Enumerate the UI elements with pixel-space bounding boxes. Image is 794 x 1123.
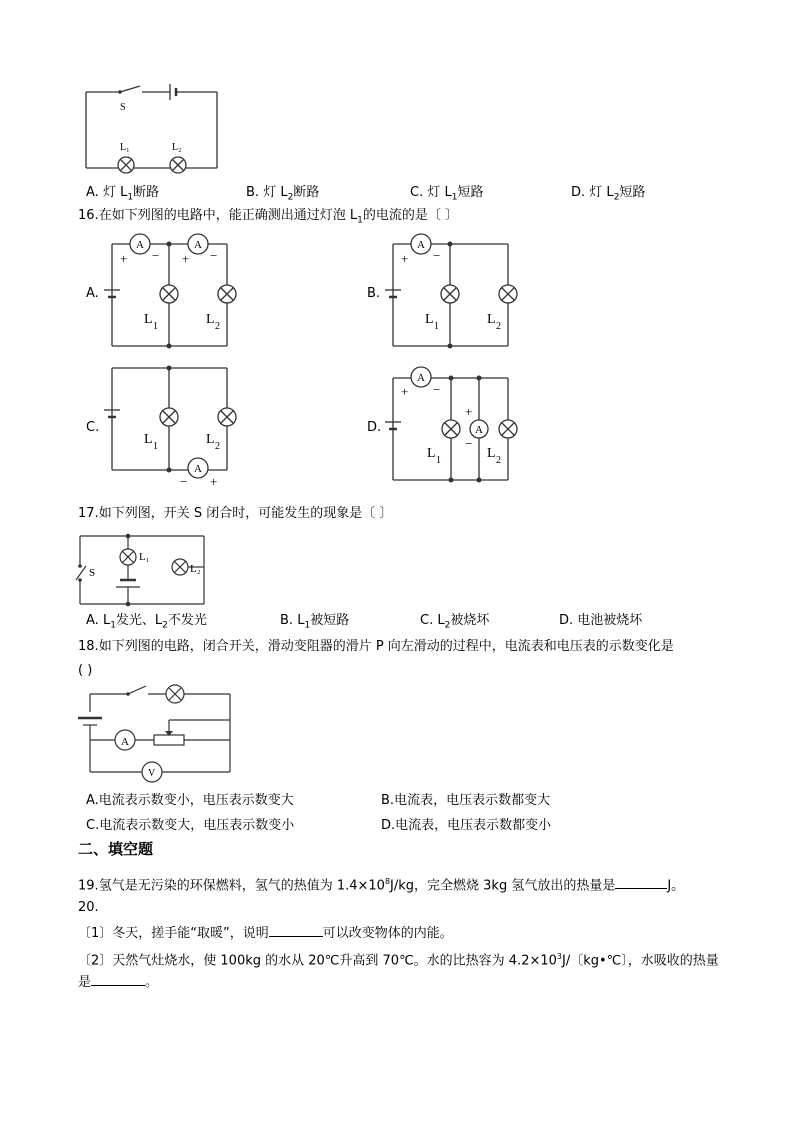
q18-option-a: A.电流表示数变小，电压表示数变大 bbox=[86, 793, 294, 808]
svg-text:L: L bbox=[487, 312, 496, 327]
q16-circuit-c bbox=[100, 360, 250, 490]
svg-text:2: 2 bbox=[215, 321, 220, 332]
svg-text:−: − bbox=[465, 436, 473, 451]
svg-text:+: + bbox=[182, 251, 190, 266]
svg-text:−: − bbox=[210, 248, 218, 263]
q15-lamp2-label: L₂ bbox=[172, 142, 182, 153]
svg-text:A: A bbox=[475, 424, 483, 436]
q16-circuit-d bbox=[381, 360, 531, 490]
q16-label-c: C. bbox=[86, 420, 100, 435]
svg-text:L: L bbox=[206, 312, 215, 327]
svg-text:−: − bbox=[433, 382, 441, 397]
svg-text:L: L bbox=[206, 432, 215, 447]
svg-text:L: L bbox=[144, 312, 153, 327]
svg-text:A: A bbox=[194, 239, 202, 251]
q20-part1: 〔1〕冬天，搓手能“取暖”，说明 可以改变物体的内能。 bbox=[78, 923, 453, 943]
q18-circuit-figure bbox=[72, 682, 242, 787]
q16-circuit-b bbox=[381, 230, 531, 350]
svg-text:−: − bbox=[152, 248, 160, 263]
svg-text:1: 1 bbox=[153, 321, 158, 332]
q16-circuit-a bbox=[100, 230, 250, 350]
q16-label-b: B. bbox=[367, 286, 381, 301]
svg-text:+: + bbox=[120, 251, 128, 266]
q15-circuit-figure bbox=[80, 80, 230, 180]
q17-switch-label: S bbox=[89, 567, 96, 579]
svg-text:+: + bbox=[465, 404, 473, 419]
svg-text:L: L bbox=[144, 432, 153, 447]
q15-option-b: B. 灯 $L_2$断路 bbox=[246, 185, 320, 203]
q17-lamp2-label: L₂ bbox=[190, 563, 201, 575]
q15-option-d: D. 灯 $L_2$短路 bbox=[571, 185, 646, 203]
section-title-fill-blank: 二、填空题 bbox=[78, 840, 154, 858]
svg-text:2: 2 bbox=[496, 455, 501, 466]
q17-lamp1-label: L₁ bbox=[139, 551, 150, 563]
svg-text:A: A bbox=[417, 372, 425, 384]
q17-option-c: C. $L_2$被烧坏 bbox=[420, 613, 490, 631]
svg-text:+: + bbox=[210, 474, 218, 489]
q20-number: 20. bbox=[78, 900, 99, 915]
q15-option-c: C. 灯 $L_1$短路 bbox=[410, 185, 484, 203]
q18-stem-line1: 18.如下列图的电路，闭合开关，滑动变阻器的滑片 P 向左滑动的过程中，电流表和电压表的示数变化是 bbox=[78, 639, 674, 654]
q17-option-d: D. 电池被烧坏 bbox=[559, 613, 643, 628]
q18-stem-line2: ( ) bbox=[78, 663, 93, 678]
svg-text:A: A bbox=[136, 239, 144, 251]
q17-option-b: B. $L_1$被短路 bbox=[280, 613, 350, 631]
q16-label-a: A. bbox=[86, 286, 99, 301]
q19-answer-blank[interactable] bbox=[615, 875, 667, 889]
q20-part2-blank[interactable] bbox=[91, 972, 145, 986]
q18-option-d: D.电流表，电压表示数都变小 bbox=[381, 818, 552, 833]
q20-part1-blank[interactable] bbox=[269, 923, 323, 937]
q17-circuit-figure bbox=[74, 530, 224, 610]
q18-ammeter-label: A bbox=[121, 736, 129, 748]
svg-text:1: 1 bbox=[434, 321, 439, 332]
svg-text:−: − bbox=[180, 474, 188, 489]
q15-option-a: A. 灯 $L_1$断路 bbox=[86, 185, 160, 203]
q18-option-c: C.电流表示数变大，电压表示数变小 bbox=[86, 818, 295, 833]
q18-voltmeter-label: V bbox=[148, 768, 156, 779]
svg-text:+: + bbox=[401, 251, 409, 266]
q20-part2-line2: 是 。 bbox=[78, 972, 158, 992]
svg-text:A: A bbox=[194, 463, 202, 475]
svg-text:2: 2 bbox=[496, 321, 501, 332]
svg-text:1: 1 bbox=[153, 441, 158, 452]
q17-stem: 17.如下列图，开关 S 闭合时，可能发生的现象是〔 〕 bbox=[78, 506, 393, 521]
svg-text:L: L bbox=[425, 312, 434, 327]
svg-text:−: − bbox=[433, 248, 441, 263]
q19-stem: 19.氢气是无污染的环保燃料，氢气的热值为 $1.4\times 10^8J/kg$，完全燃烧 3kg 氢气放出的热量是 J。 bbox=[78, 877, 685, 894]
q15-lamp1-label: L₁ bbox=[120, 142, 130, 153]
q16-label-d: D. bbox=[367, 420, 382, 435]
svg-text:L: L bbox=[427, 446, 436, 461]
q17-option-a: A. $L_1$发光、$L_2$不发光 bbox=[86, 613, 207, 631]
q20-part2-line1: 〔2〕天然气灶烧水，使 100kg 的水从 20℃升高到 70℃。水的比热容为 $4.2\times 10^3J/$〔kg•℃〕，水吸收的热量 bbox=[78, 952, 719, 969]
q16-stem: 16.在如下列图的电路中，能正确测出通过灯泡 $L_1$的电流的是〔 〕 bbox=[78, 208, 458, 226]
svg-text:L: L bbox=[487, 446, 496, 461]
svg-text:2: 2 bbox=[215, 441, 220, 452]
q18-option-b: B.电流表，电压表示数都变大 bbox=[381, 793, 551, 808]
q15-switch-label: S bbox=[120, 102, 126, 113]
svg-text:1: 1 bbox=[436, 455, 441, 466]
svg-text:A: A bbox=[417, 239, 425, 251]
svg-text:+: + bbox=[401, 384, 409, 399]
